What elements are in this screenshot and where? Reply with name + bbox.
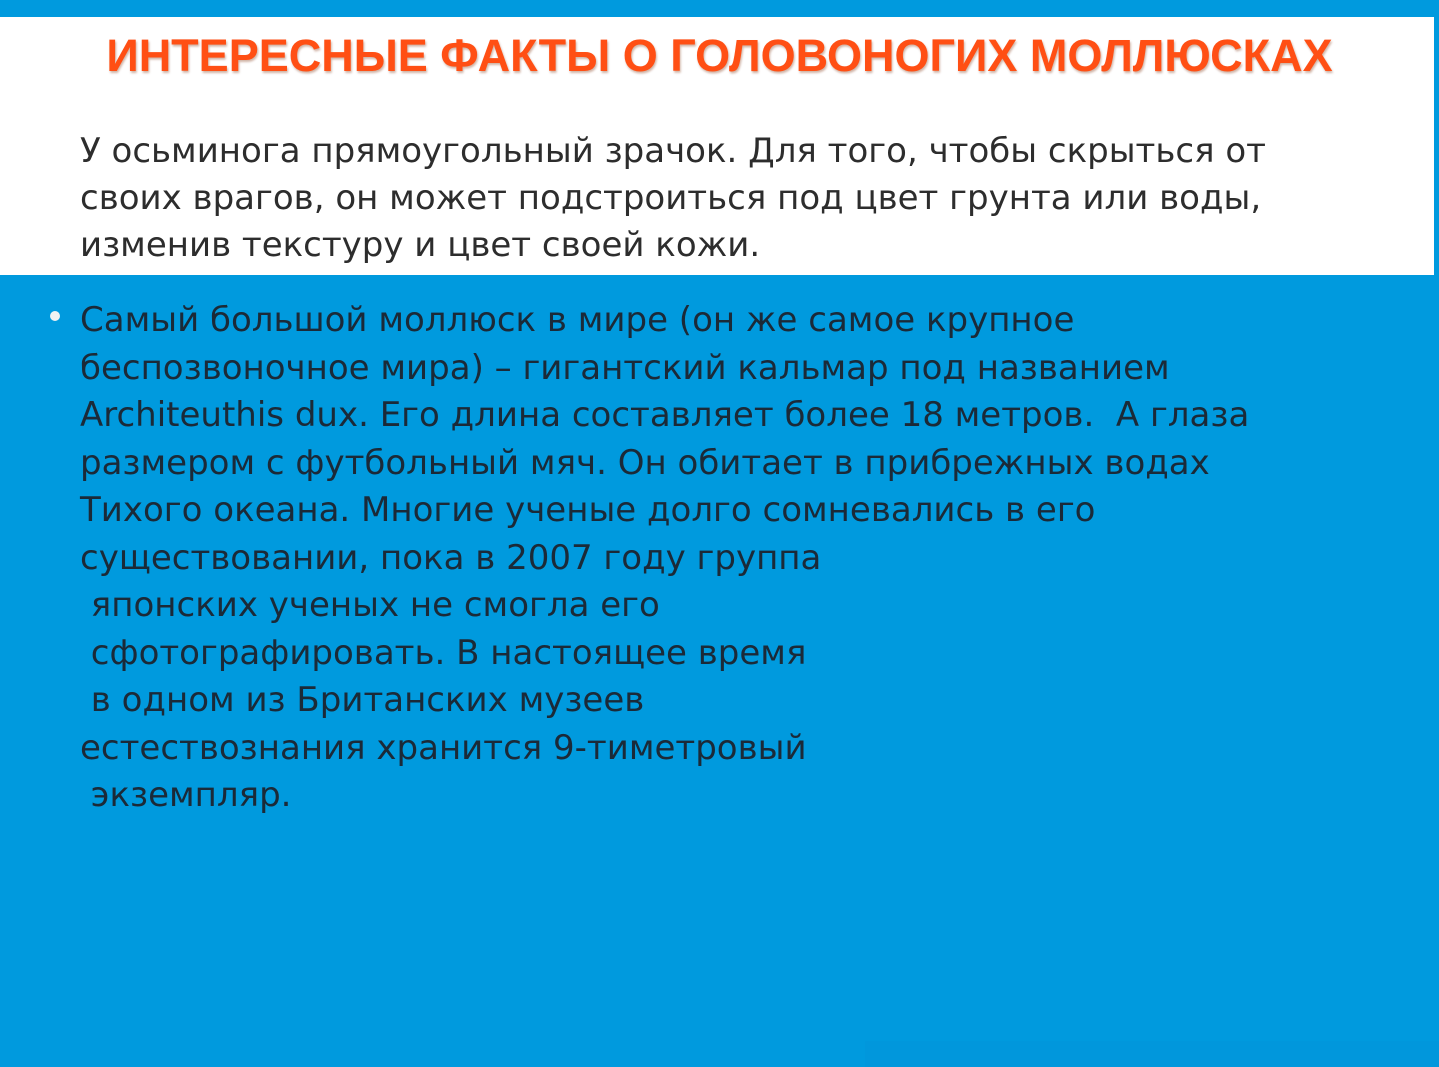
intro-paragraph: У осьминога прямоугольный зрачок. Для того, чтобы скрыться от своих врагов, он может подстроиться под цвет грунта или воды, изменив текстуру и цвет своей кожи. <box>80 131 1266 265</box>
slide-title: ИНТЕРЕСНЫЕ ФАКТЫ О ГОЛОВОНОГИХ МОЛЛЮСКАХ <box>106 30 1333 81</box>
slide-bottom-shade <box>865 1041 1439 1067</box>
bullet-dot-icon <box>50 311 60 321</box>
slide-top-bar <box>0 0 1439 17</box>
bullet-paragraph: Самый большой моллюск в мире (он же самое крупное беспозвоночное мира) – гигантский кальмар под названием Architeuthis dux. Его длина составляет более 18 метров. А глаза размером с футбольный мяч. Он обитает в прибрежных водах Тихого океана. Многие ученые долго сомневались в его существовании, пока в 2007 году группа японских ученых не смогла его сфотографировать. В настоящее время в одном из Британских музеев естествознания хранится 9-тиметровый экземпляр. <box>80 300 1250 815</box>
